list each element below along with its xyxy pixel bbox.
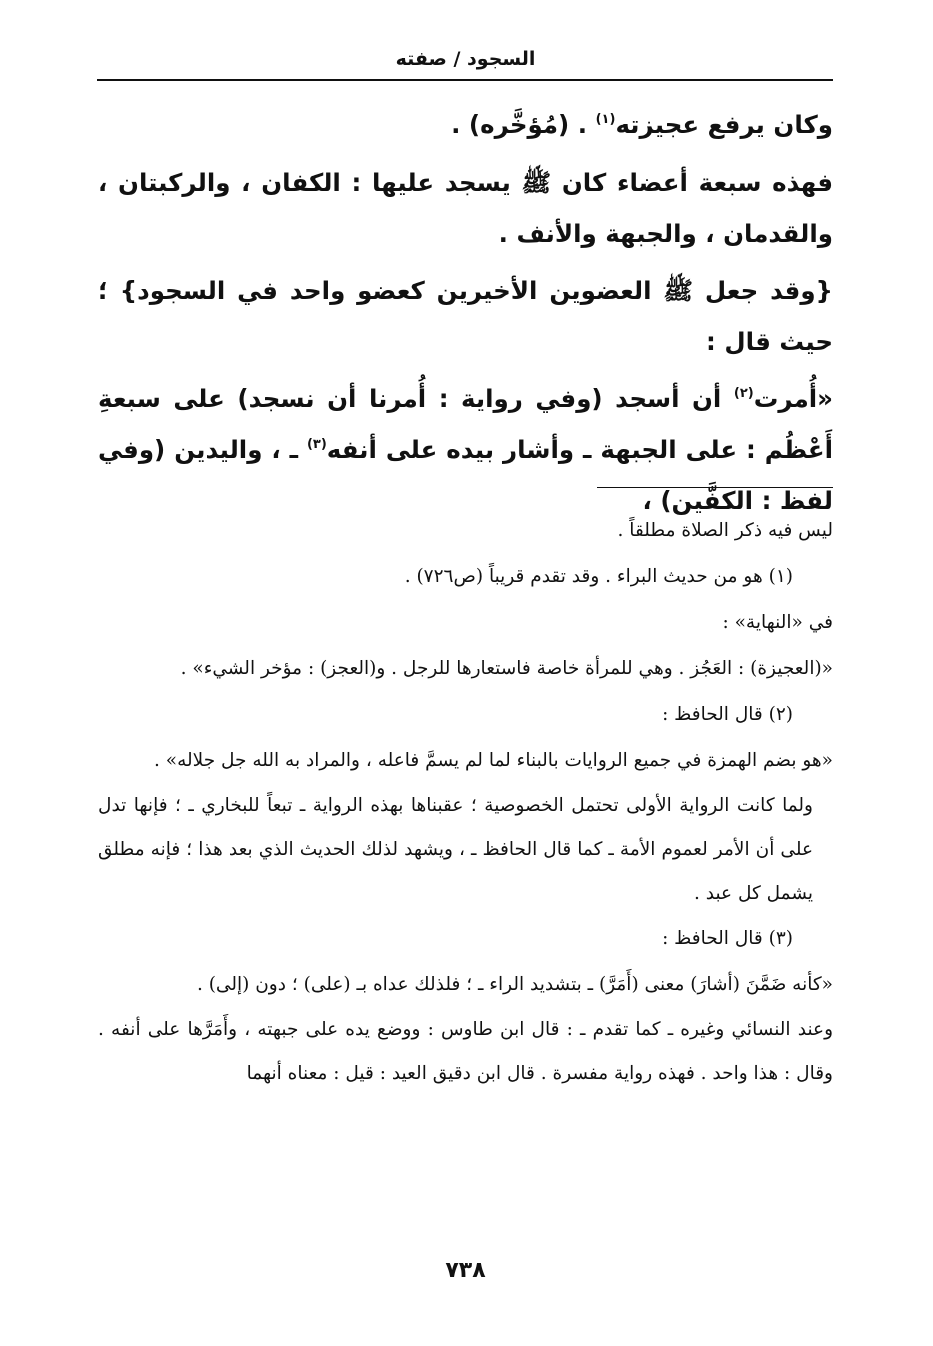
footnote-carryover: ليس فيه ذكر الصلاة مطلقاً . [617,520,833,541]
footnote-ref-1: (١) [595,112,616,127]
footnote-ref-3: (٣) [306,437,327,452]
footnote-2-quote: «هو بضم الهمزة في جميع الروايات بالبناء لما لم يسمَّ فاعله ، والمراد به الله جل جلاله» . [154,750,833,771]
running-title: السجود / صفته [395,48,536,70]
header-rule [97,79,833,81]
footnote-1-quote: «(العجيزة) : العَجُز . وهي للمرأة خاصة فاستعارها للرجل . و(العجز) : مؤخر الشيء» . [180,658,833,679]
paragraph-1-gloss: . (مُؤخَّره) . [451,110,596,139]
paragraph-3: {وقد جعل ﷺ العضوين الأخيرين كعضو واحد في السجود} ؛ حيث قال : [98,276,833,356]
footnotes [98,508,833,1096]
hadith-open: «أُمرت [753,384,833,413]
footnote-ref-2: (٢) [733,386,754,401]
footnote-rule [597,487,833,488]
footnote-2-commentary: ولما كانت الرواية الأولى تحتمل الخصوصية ؛ عقبناها بهذه الرواية ـ تبعاً للبخاري ـ ؛ فإنها تدل على أن الأمر لعموم الأمة ـ كما قال الحافظ ـ ، ويشهد لذلك الحديث الذي بعد هذا ؛ فإنه مطلق يشمل كل عبد . [98,795,813,904]
page-number: ٧٣٨ [445,1258,486,1283]
footnote-1: (١) هو من حديث البراء . وقد تقدم قريباً (ص٧٢٦) . [404,566,793,587]
paragraph-1 [98,98,833,151]
footnote-3-heading: (٣) قال الحافظ : [662,928,793,949]
hadith-continuation: ـ ، واليدين (وفي لفظ : الكفَّين) ، [98,435,833,515]
paragraph-2: فهذه سبعة أعضاء كان ﷺ يسجد عليها : الكفان ، والركبتان ، والقدمان ، والجبهة والأنف . [98,168,833,248]
hadith-text: أن أسجد (وفي رواية : أُمرنا أن نسجد) على سبعةِ أَعْظُم : على الجبهة ـ وأشار بيده على أنفه [98,384,834,464]
footnote-2-heading: (٢) قال الحافظ : [662,704,793,725]
paragraph-1-text: وكان يرفع عجيزته [615,110,833,139]
footnote-3-commentary: وعند النسائي وغيره ـ كما تقدم ـ : قال ابن طاوس : ووضع يده على جبهته ، وأَمَرَّها على أنفه . وقال : هذا واحد . فهذه رواية مفسرة . قال ابن دقيق العيد : قيل : معناه أنهما [98,1019,833,1084]
main-text [98,98,833,526]
paragraph-4 [98,373,833,526]
footnote-1-source: في «النهاية» : [722,612,833,633]
footnote-3-quote: «كأنه ضَمَّنَ (أشارَ) معنى (أَمَرَّ) ـ بتشديد الراء ـ ؛ فلذلك عداه بـ (على) ؛ دون (إلى) . [196,974,833,995]
